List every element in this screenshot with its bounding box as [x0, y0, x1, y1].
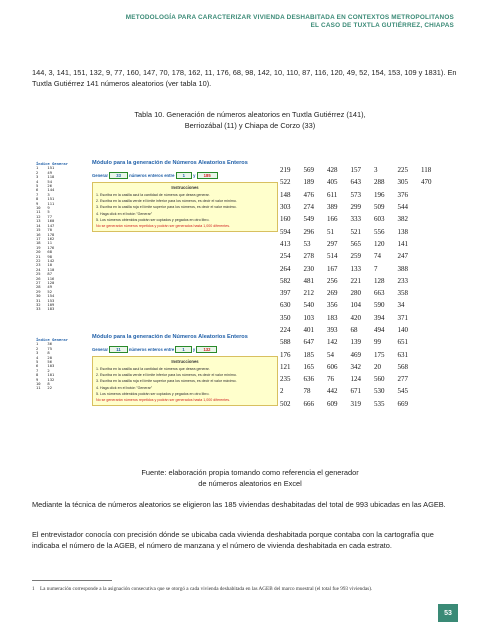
instruction-line: 1. Escriba en la casilla azul la cantidad de números que desea generar. — [96, 367, 210, 371]
grid-cell: 34 — [397, 301, 405, 310]
grid-cell: 225 — [397, 166, 408, 175]
random-number-grid — [280, 164, 445, 410]
running-header — [126, 14, 454, 30]
excel-generate-bar — [92, 346, 217, 353]
grid-cell: 631 — [397, 350, 408, 359]
grid-cell: 196 — [374, 190, 385, 199]
figure-source-line2: de números aleatorios en Excel — [198, 478, 302, 488]
instruction-warning: No se generarán números repetidos y podrán ser generados hasta 1,000 diferentes. — [96, 398, 231, 403]
grid-cell: 394 — [374, 313, 385, 322]
excel-index-header: Índice Generar — [36, 161, 69, 166]
grid-row — [280, 225, 445, 237]
grid-cell: 7 — [374, 264, 378, 273]
excel-index-row: 15 70 — [36, 227, 53, 233]
table-caption-line1: Tabla 10. Generación de números aleatorios en Tuxtla Gutiérrez (141), — [134, 110, 366, 119]
grid-cell: 669 — [397, 399, 408, 408]
grid-cell: 643 — [350, 178, 361, 187]
excel-index-row: 6 103 — [36, 363, 55, 369]
grid-cell: 305 — [397, 178, 408, 187]
figure-source — [100, 468, 400, 489]
grid-row — [280, 373, 445, 385]
grid-cell: 442 — [327, 387, 338, 396]
body-paragraph-1: 144, 3, 141, 151, 132, 9, 77, 160, 147, 70, 178, 162, 11, 176, 68, 98, 142, 10, 110, 87, 116, 120, 49, 52, 154, 153, 109 y 1831). En Tuxtla Gutiérrez 141 números aleatorios (ver tabla 10). — [32, 68, 457, 88]
grid-cell: 397 — [280, 289, 291, 298]
y-label: y — [193, 173, 196, 178]
grid-cell: 590 — [374, 301, 385, 310]
grid-cell: 494 — [374, 326, 385, 334]
grid-cell: 514 — [327, 252, 338, 261]
instructions-box — [92, 182, 278, 232]
grid-cell: 133 — [350, 264, 361, 273]
grid-cell: 219 — [280, 166, 291, 175]
excel-generate-bar — [92, 172, 218, 179]
grid-cell: 175 — [374, 350, 385, 359]
page-number: 53 — [438, 604, 458, 622]
table-caption-line2: Berriozábal (11) y Chiapa de Corzo (33) — [184, 120, 316, 130]
grid-cell: 568 — [397, 362, 408, 371]
excel-index-row: 25 87 — [36, 271, 53, 277]
excel-index-row: 31 153 — [36, 297, 55, 303]
grid-cell: 342 — [350, 362, 361, 371]
instruction-line: 3. Escriba en la casilla roja el límite superior para los números, es decir el valor máximo. — [96, 205, 237, 210]
grid-cell: 594 — [280, 227, 291, 236]
grid-cell: 254 — [280, 252, 291, 261]
excel-index-row: 19 176 — [36, 244, 55, 250]
grid-row — [280, 299, 445, 311]
excel-index-row: 17 162 — [36, 235, 55, 241]
grid-cell: 278 — [303, 252, 314, 261]
grid-row — [280, 189, 445, 201]
grid-cell: 167 — [327, 264, 338, 273]
grid-cell: 148 — [280, 190, 291, 199]
grid-cell: 666 — [303, 399, 314, 408]
grid-cell: 189 — [303, 178, 314, 187]
table-figure — [32, 158, 462, 458]
excel-index-row: 6 144 — [36, 187, 55, 193]
grid-cell: 509 — [374, 203, 385, 212]
grid-cell: 288 — [374, 178, 385, 187]
excel-index-row: 9 111 — [36, 200, 55, 206]
excel-index-row: 10 8 — [36, 381, 50, 387]
excel-index-row: 11 5 — [36, 209, 50, 215]
grid-cell: 103 — [303, 313, 314, 322]
footnote-rule — [32, 580, 112, 581]
grid-cell: 588 — [280, 338, 291, 347]
excel-index-row: 8 151 — [36, 196, 55, 202]
grid-cell: 647 — [303, 338, 314, 347]
grid-cell: 176 — [280, 350, 291, 359]
grid-cell: 160 — [280, 215, 291, 224]
excel-index-row: 4 20 — [36, 354, 53, 360]
excel-module-title: Módulo para la generación de Números Aleatorios Enteros — [92, 160, 248, 166]
grid-cell: 3 — [374, 166, 378, 175]
excel-index-column-top — [36, 162, 68, 312]
grid-row — [280, 324, 445, 336]
grid-row — [280, 385, 445, 397]
running-header-line1: METODOLOGÍA PARA CARACTERIZAR VIVIENDA DESHABITADA EN CONTEXTOS METROPOLITANOS — [125, 14, 454, 21]
instruction-line: 1. Escriba en la casilla azul la cantidad de números que desea generar. — [96, 193, 210, 197]
grid-cell: 420 — [350, 313, 361, 322]
excel-index-row: 5 56 — [36, 359, 53, 365]
grid-cell: 224 — [280, 326, 291, 334]
grid-row — [280, 348, 445, 360]
grid-row — [280, 336, 445, 348]
grid-cell: 233 — [397, 276, 408, 285]
grid-cell: 413 — [280, 239, 291, 248]
grid-cell: 544 — [397, 203, 408, 212]
excel-index-row: 27 120 — [36, 279, 55, 285]
upper-bound-input[interactable]: 132 — [196, 346, 217, 353]
grid-cell: 264 — [280, 264, 291, 273]
grid-cell: 376 — [397, 190, 408, 199]
excel-index-row: 32 109 — [36, 302, 55, 307]
grid-cell: 388 — [397, 264, 408, 273]
grid-cell: 521 — [350, 227, 361, 236]
grid-cell: 296 — [303, 227, 314, 236]
excel-index-row: 33 183 — [36, 306, 55, 312]
grid-cell: 139 — [350, 338, 361, 347]
grid-cell: 530 — [374, 387, 385, 396]
grid-row — [280, 287, 445, 299]
grid-cell: 470 — [421, 178, 432, 187]
grid-cell: 609 — [327, 399, 338, 408]
excel-index-row: 28 49 — [36, 284, 53, 290]
grid-cell: 121 — [280, 362, 291, 371]
grid-cell: 140 — [397, 326, 408, 334]
grid-cell: 549 — [303, 215, 314, 224]
instructions-title: Instrucciones — [171, 359, 199, 364]
grid-cell: 481 — [303, 276, 314, 285]
grid-cell: 142 — [327, 338, 338, 347]
grid-cell: 663 — [374, 289, 385, 298]
figure-source-line1: Fuente: elaboración propia tomando como referencia el generador — [141, 468, 359, 477]
excel-index-row: 8 101 — [36, 372, 55, 378]
grid-cell: 230 — [303, 264, 314, 273]
excel-index-column-bottom — [36, 338, 68, 391]
grid-cell: 120 — [374, 239, 385, 248]
grid-cell: 53 — [303, 239, 311, 248]
excel-index-row: 1 36 — [36, 341, 53, 347]
footnote-text: La numeración corresponde a la asignación consecutiva que se otorgó a cada vivienda deshabitada en las AGEB del marco muestral (el total fue 993 viviendas). — [40, 586, 373, 592]
excel-index-row: 1 151 — [36, 165, 55, 171]
excel-index-row: 30 154 — [36, 293, 55, 299]
grid-cell: 358 — [397, 289, 408, 298]
excel-index-row: 18 11 — [36, 240, 53, 246]
between-label: números enteros entre — [129, 173, 175, 178]
instruction-line: 4. Haga click en el botón "Generar" — [96, 385, 153, 390]
grid-cell: 221 — [350, 276, 361, 285]
excel-index-row: 5 26 — [36, 183, 53, 189]
y-label: y — [192, 347, 196, 352]
body-paragraph-3: El entrevistador conocía con precisión dónde se ubicaba cada vivienda deshabitada porque contaba con la cartografía que indicaba el número de la AGEB, el número de manzana y el número de vivienda deshabitada en cada estrato. — [32, 530, 434, 550]
grid-cell: 469 — [350, 350, 361, 359]
grid-cell: 476 — [303, 190, 314, 199]
grid-cell: 556 — [374, 227, 385, 236]
grid-cell: 350 — [280, 313, 291, 322]
grid-cell: 297 — [327, 239, 338, 248]
grid-cell: 124 — [350, 375, 361, 384]
grid-cell: 651 — [397, 338, 408, 347]
generate-count-input[interactable]: 11 — [109, 346, 127, 353]
body-paragraph-2: Mediante la técnica de números aleatorios se eligieron las 185 viviendas deshabitadas del total de 993 ubicadas en las AGEB. — [32, 500, 446, 509]
grid-cell: 401 — [303, 326, 314, 334]
grid-cell: 393 — [327, 326, 338, 334]
excel-index-row: 21 98 — [36, 253, 53, 259]
grid-cell: 603 — [374, 215, 385, 224]
grid-row — [280, 361, 445, 373]
grid-cell: 319 — [350, 399, 361, 408]
grid-cell: 20 — [374, 362, 381, 371]
grid-cell: 540 — [303, 301, 314, 310]
excel-index-row: 2 49 — [36, 169, 53, 175]
grid-row — [280, 262, 445, 274]
grid-cell: 74 — [374, 252, 381, 261]
grid-cell: 2 — [280, 387, 284, 396]
grid-cell: 138 — [397, 227, 408, 236]
excel-index-row: 23 10 — [36, 262, 53, 268]
instruction-line: 3. Escriba en la casilla roja el límite superior para los números, es decir el valor máximo. — [96, 379, 237, 384]
grid-cell: 99 — [374, 338, 381, 347]
grid-cell: 428 — [327, 166, 338, 175]
grid-row — [280, 201, 445, 213]
grid-row — [280, 213, 445, 225]
grid-cell: 382 — [397, 215, 408, 224]
excel-index-row: 16 178 — [36, 231, 55, 237]
running-header-line2: EL CASO DE TUXTLA GUTIÉRREZ, CHIAPAS — [310, 22, 454, 29]
grid-cell: 76 — [327, 375, 334, 384]
grid-cell: 280 — [350, 289, 361, 298]
instruction-line: 4. Haga click en el botón "Generar" — [96, 211, 153, 216]
grid-cell: 118 — [421, 166, 432, 175]
instruction-line: 5. Los números obtenidos podrán ser copiados y pegados en otro libro. — [96, 391, 210, 396]
instruction-line: 2. Escriba en la casilla verde el límite inferior para los números, es decir el valor mínimo. — [96, 199, 237, 204]
excel-index-row: 7 3 — [36, 191, 50, 197]
grid-cell: 212 — [303, 289, 314, 298]
excel-panel-top — [32, 160, 282, 330]
excel-index-row: 3 8 — [36, 350, 50, 356]
grid-row — [280, 238, 445, 250]
grid-cell: 405 — [327, 178, 338, 187]
grid-cell: 259 — [350, 252, 361, 261]
excel-index-row: 10 9 — [36, 205, 50, 211]
grid-cell: 104 — [350, 301, 361, 310]
grid-cell: 68 — [350, 326, 358, 334]
excel-index-row: 24 110 — [36, 266, 55, 272]
grid-cell: 545 — [397, 387, 408, 396]
excel-index-row: 14 147 — [36, 222, 55, 228]
grid-row — [280, 164, 445, 176]
excel-index-row: 26 116 — [36, 275, 55, 281]
excel-index-row: 11 22 — [36, 385, 53, 391]
grid-cell: 256 — [327, 276, 338, 285]
grid-cell: 371 — [397, 313, 408, 322]
grid-cell: 165 — [303, 362, 314, 371]
excel-index-row: 7 2 — [36, 367, 50, 373]
excel-panel-bottom — [32, 334, 282, 458]
table-caption — [60, 110, 440, 131]
grid-cell: 166 — [327, 215, 338, 224]
excel-index-row: 9 132 — [36, 376, 55, 382]
lower-bound-input[interactable]: 1 — [175, 346, 191, 353]
grid-row — [280, 250, 445, 262]
instruction-line: 5. Los números obtenidos podrán ser copiados y pegados en otro libro. — [96, 217, 210, 222]
grid-cell: 606 — [327, 362, 338, 371]
grid-cell: 51 — [327, 227, 334, 236]
grid-cell: 78 — [303, 387, 311, 396]
footnote — [32, 586, 460, 593]
grid-row — [280, 312, 445, 324]
generate-label[interactable]: Generar — [92, 173, 109, 178]
excel-index-row: 2 75 — [36, 345, 53, 351]
excel-index-row: 3 118 — [36, 174, 55, 180]
grid-cell: 522 — [280, 178, 291, 187]
instructions-box — [92, 356, 278, 406]
excel-index-row: 13 160 — [36, 218, 55, 224]
footnote-number: 1 — [32, 586, 35, 592]
grid-cell: 183 — [327, 313, 338, 322]
grid-cell: 611 — [327, 190, 338, 199]
generate-count-input[interactable]: 33 — [109, 172, 128, 179]
grid-cell: 157 — [350, 166, 361, 175]
excel-index-row: 29 52 — [36, 288, 53, 294]
upper-bound-input[interactable]: 185 — [197, 172, 218, 179]
grid-cell: 636 — [303, 375, 314, 384]
grid-cell: 128 — [374, 276, 385, 285]
grid-cell: 185 — [303, 350, 314, 359]
grid-cell: 582 — [280, 276, 291, 285]
lower-bound-input[interactable]: 1 — [176, 172, 192, 179]
instructions-title: Instrucciones — [171, 185, 199, 190]
grid-row — [280, 176, 445, 188]
grid-cell: 356 — [327, 301, 338, 310]
between-label: números enteros entre — [128, 347, 175, 352]
grid-cell: 560 — [374, 375, 385, 384]
excel-index-row: 20 68 — [36, 249, 53, 255]
grid-cell: 565 — [350, 239, 361, 248]
grid-cell: 235 — [280, 375, 291, 384]
grid-cell: 671 — [350, 387, 361, 396]
grid-cell: 502 — [280, 399, 291, 408]
instruction-warning: No se generarán números repetidos y podrán ser generados hasta 1,000 diferentes. — [96, 224, 231, 229]
grid-cell: 630 — [280, 301, 291, 310]
grid-cell: 299 — [350, 203, 361, 212]
excel-index-row: 22 142 — [36, 257, 55, 263]
grid-cell: 303 — [280, 203, 291, 212]
grid-cell: 269 — [327, 289, 338, 298]
grid-cell: 54 — [327, 350, 334, 359]
excel-index-rows — [36, 166, 68, 311]
excel-index-row: 12 77 — [36, 213, 53, 219]
grid-cell: 535 — [374, 399, 385, 408]
grid-cell: 277 — [397, 375, 408, 384]
grid-cell: 569 — [303, 166, 314, 175]
generate-label[interactable]: Generar — [92, 347, 109, 352]
grid-cell: 573 — [350, 190, 361, 199]
grid-row — [280, 398, 445, 410]
grid-cell: 274 — [303, 203, 314, 212]
excel-index-header: Índice Generar — [36, 337, 69, 342]
excel-module-title: Módulo para la generación de Números Aleatorios Enteros — [92, 334, 248, 340]
excel-index-row: 4 54 — [36, 178, 53, 184]
grid-cell: 141 — [397, 239, 408, 248]
excel-index-rows — [36, 342, 68, 390]
instruction-line: 2. Escriba en la casilla verde el límite inferior para los números, es decir el valor mínimo. — [96, 373, 237, 378]
grid-cell: 247 — [397, 252, 408, 261]
grid-cell: 389 — [327, 203, 338, 212]
grid-cell: 333 — [350, 215, 361, 224]
grid-row — [280, 275, 445, 287]
